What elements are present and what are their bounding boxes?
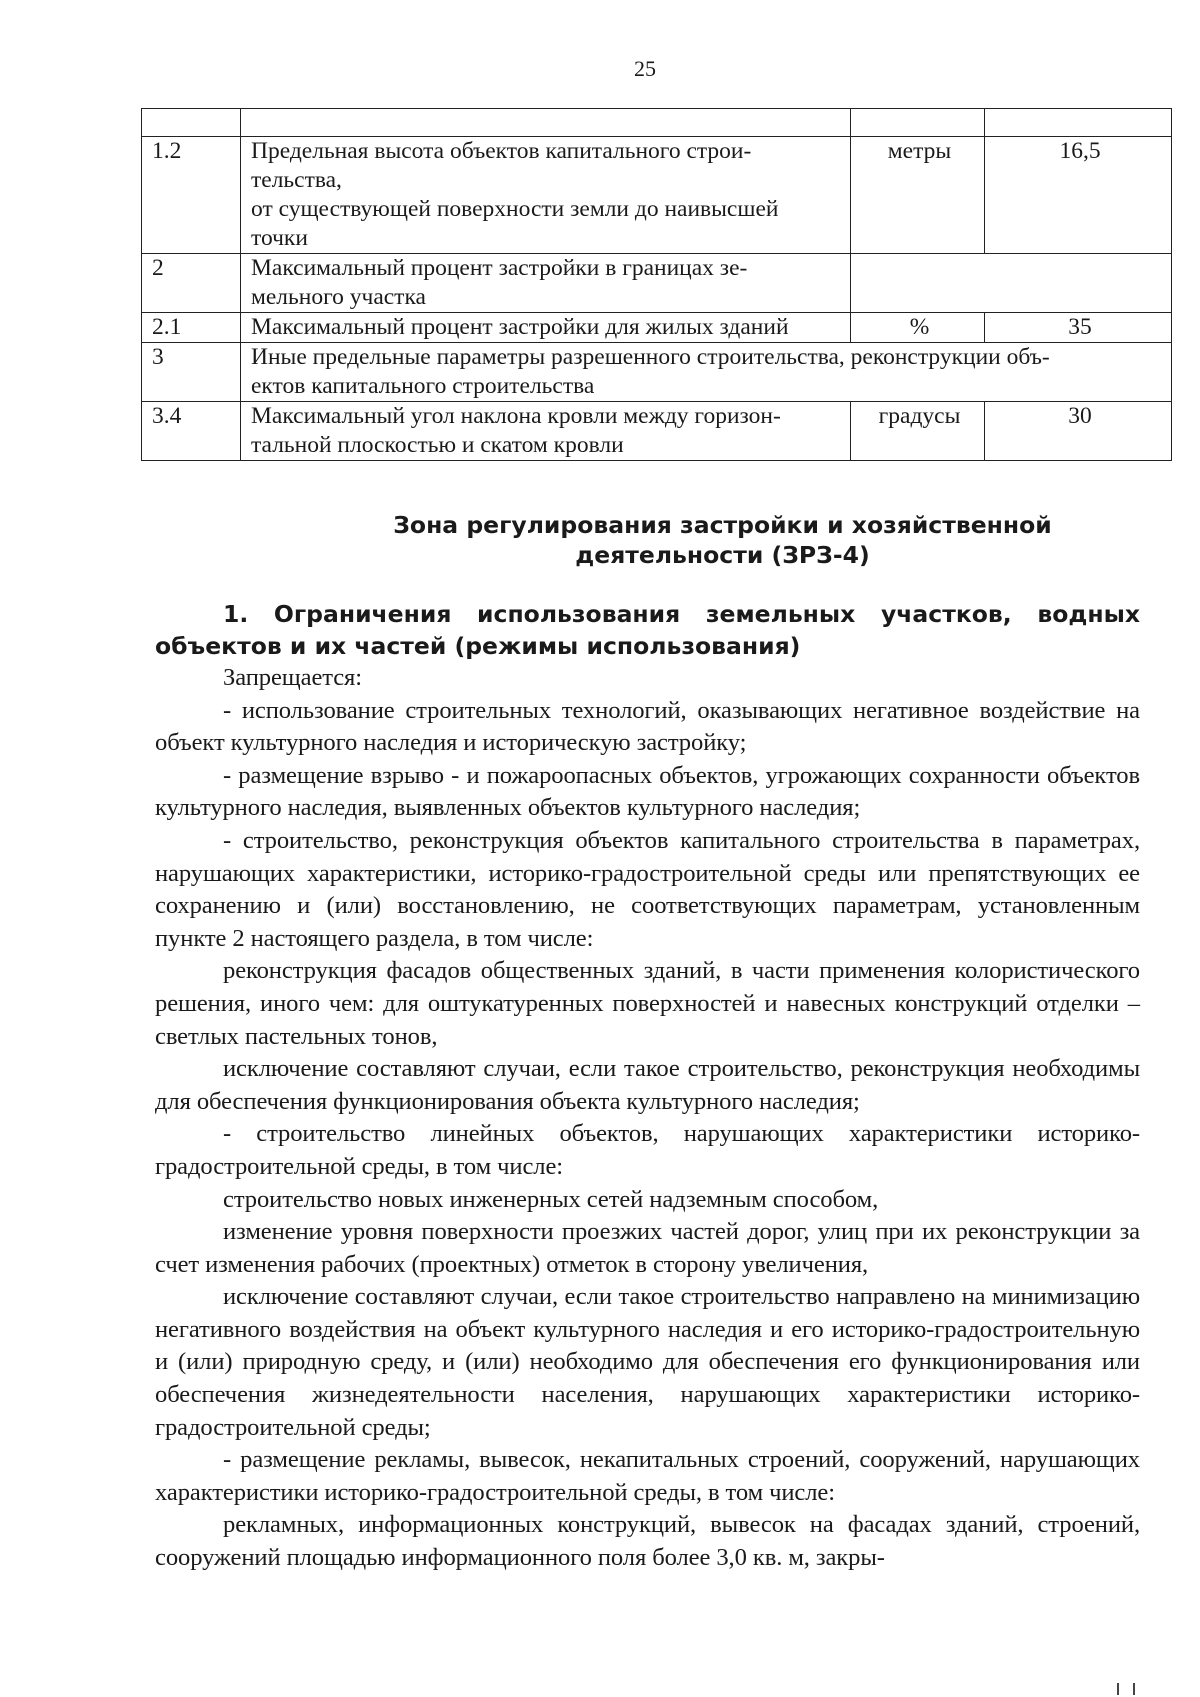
page-number: 25 [634,56,656,81]
table-row [142,402,1172,461]
paragraph: Запрещается: [223,664,362,691]
paragraph: реконструкция фасадов общественных зданий, в части применения колористического решения, иного чем: для оштукатуренных поверхностей и навесных конструкций отделки – светлых пастельных тонов, [155,957,1140,1050]
body-text [155,662,1140,1575]
table-row [142,109,1172,137]
unit-cell: градусы [851,402,985,461]
value-cell: 30 [985,402,1172,461]
parameter-name-cell: Иные предельные параметры разрешенного строительства, реконструкции объ- ектов капитального строительства [241,343,1172,402]
row-number-cell: 2 [142,254,241,313]
paragraph: - размещение взрыво - и пожароопасных объектов, угрожающих сохранности объектов культурного наследия, выявленных объектов культурного наследия; [155,761,1140,822]
parameter-name-cell: Предельная высота объектов капитального строи- тельства, от существующей поверхности земли до наивысшей точки [241,137,851,254]
paragraph: - использование строительных технологий, оказывающих негативное воздействие на объект культурного наследия и историческую застройку; [155,696,1140,757]
value-cell [985,109,1172,137]
scan-mark [1133,1683,1135,1695]
section-heading: 1. Ограничения использования земельных участков, водных объектов и их частей (режимы использования) [155,600,1140,660]
parameter-name-cell: Максимальный угол наклона кровли между горизон- тальной плоскостью и скатом кровли [241,402,851,461]
paragraph: исключение составляют случаи, если такое строительство направлено на минимизацию негативного воздействия на объект культурного наследия и его историко-градостроительную и (или) природную среду, и (или) необходимо для обеспечения его функционирования или обеспечения жизнедеятельности населения, нарушающих характеристики историко-градостроительной среды; [155,1283,1140,1441]
value-cell: 35 [985,313,1172,343]
scan-mark [1117,1683,1119,1695]
table-row [142,254,1172,313]
paragraph: исключение составляют случаи, если такое строительство, реконструкция необходимы для обеспечения функционирования объекта культурного наследия; [155,1055,1140,1115]
parameters-table [141,108,1172,461]
unit-cell: метры [851,137,985,254]
paragraph: - размещение рекламы, вывесок, некапитальных строений, сооружений, нарушающих характеристики историко-градостроительной среды, в том числе: [155,1446,1140,1506]
document-body [155,510,1140,1575]
table-row [142,313,1172,343]
table-row [142,137,1172,254]
row-number-cell: 3.4 [142,402,241,461]
zone-heading: Зона регулирования застройки и хозяйственной деятельности (ЗРЗ-4) [393,511,1052,569]
row-number-cell [142,109,241,137]
parameter-name-cell: Максимальный процент застройки в границах зе- мельного участка [241,254,851,313]
parameter-name-cell: Максимальный процент застройки для жилых зданий [241,313,851,343]
paragraph: - строительство линейных объектов, нарушающих характеристики историко-градостроительной среды, в том числе: [155,1120,1140,1180]
paragraph: рекламных, информационных конструкций, вывесок на фасадах зданий, строений, сооружений площадью информационного поля более 3,0 кв. м, закры- [155,1511,1140,1572]
paragraph: изменение уровня поверхности проезжих частей дорог, улиц при их реконструкции за счет изменения рабочих (проектных) отметок в сторону увеличения, [155,1218,1140,1278]
row-number-cell: 1.2 [142,137,241,254]
row-number-cell: 3 [142,343,241,402]
unit-cell: % [851,313,985,343]
row-number-cell: 2.1 [142,313,241,343]
merged-empty-cell [851,254,1172,313]
paragraph: - строительство, реконструкция объектов капитального строительства в параметрах, нарушающих характеристики, историко-градостроительной среды или препятствующих ее сохранению и (или) восстановлению, не соответствующих параметрам, установленным пункте 2 настоящего раздела, в том числе: [155,826,1140,952]
parameter-name-cell [241,109,851,137]
table-row [142,343,1172,402]
paragraph: строительство новых инженерных сетей надземным способом, [223,1185,879,1213]
unit-cell [851,109,985,137]
value-cell: 16,5 [985,137,1172,254]
